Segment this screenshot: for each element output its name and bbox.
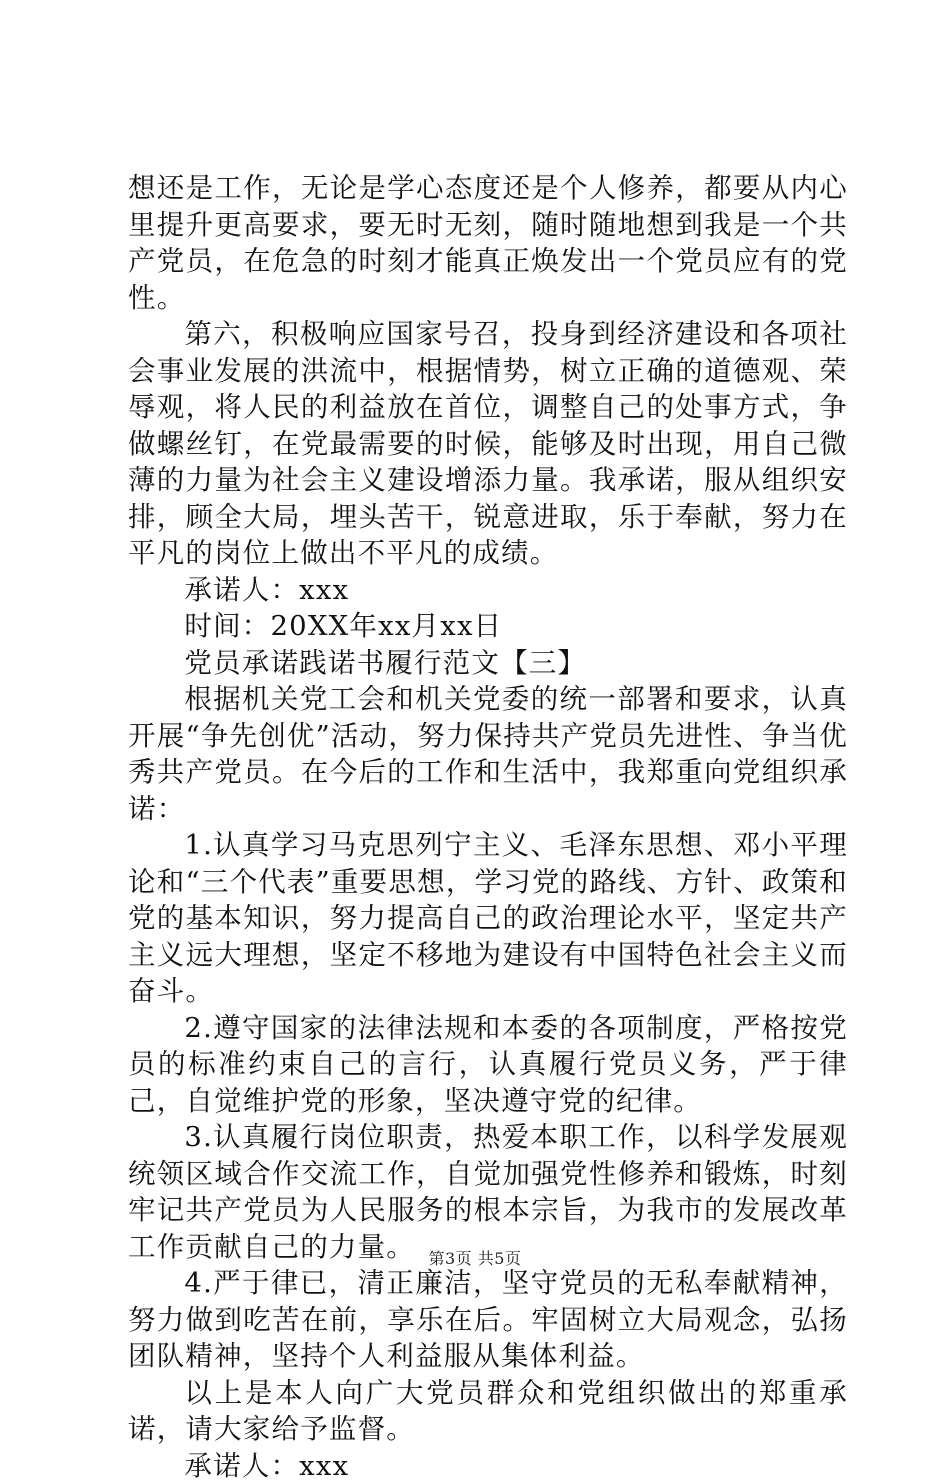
page-number-footer: 第3页 共5页 (0, 1246, 950, 1269)
paragraph-sixth-point: 第六，积极响应国家号召，投身到经济建设和各项社会事业发展的洪流中，根据情势，树立正确的道德观、荣辱观，将人民的利益放在首位，调整自己的处事方式，争做螺丝钉，在党最需要的时候，能够及时出现，用自己微薄的力量为社会主义建设增添力量。我承诺，服从组织安排，顾全大局，埋头苦干，锐意进取，乐于奉献，努力在平凡的岗位上做出不平凡的成绩。 (128, 316, 848, 572)
section-heading: 党员承诺践诺书履行范文【三】 (128, 645, 848, 682)
paragraph-intro: 根据机关党工会和机关党委的统一部署和要求，认真开展“争先创优”活动，努力保持共产党员先进性、争当优秀共产党员。在今后的工作和生活中，我郑重向党组织承诺： (128, 681, 848, 827)
closing-statement: 以上是本人向广大党员群众和党组织做出的郑重承诺，请大家给予监督。 (128, 1375, 848, 1448)
paragraph-continuation: 想还是工作，无论是学心态度还是个人修养，都要从内心里提升更高要求，要无时无刻，随时随地想到我是一个共产党员，在危急的时刻才能真正焕发出一个党员应有的党性。 (128, 170, 848, 316)
signatory-line-final: 承诺人：xxx (128, 1448, 848, 1484)
date-line: 时间：20XX年xx月xx日 (128, 608, 848, 645)
document-body (128, 170, 848, 1484)
list-item-1: 1.认真学习马克思列宁主义、毛泽东思想、邓小平理论和“三个代表”重要思想，学习党的路线、方针、政策和党的基本知识，努力提高自己的政治理论水平，坚定共产主义远大理想，坚定不移地为建设有中国特色社会主义而奋斗。 (128, 827, 848, 1010)
list-item-3: 3.认真履行岗位职责，热爱本职工作，以科学发展观统领区域合作交流工作，自觉加强党性修养和锻炼，时刻牢记共产党员为人民服务的根本宗旨，为我市的发展改革工作贡献自己的力量。 (128, 1119, 848, 1265)
signatory-line: 承诺人：xxx (128, 572, 848, 609)
list-item-4: 4.严于律已，清正廉洁，坚守党员的无私奉献精神，努力做到吃苦在前，享乐在后。牢固树立大局观念，弘扬团队精神，坚持个人利益服从集体利益。 (128, 1265, 848, 1375)
list-item-2: 2.遵守国家的法律法规和本委的各项制度，严格按党员的标准约束自己的言行，认真履行党员义务，严于律己，自觉维护党的形象，坚决遵守党的纪律。 (128, 1010, 848, 1120)
